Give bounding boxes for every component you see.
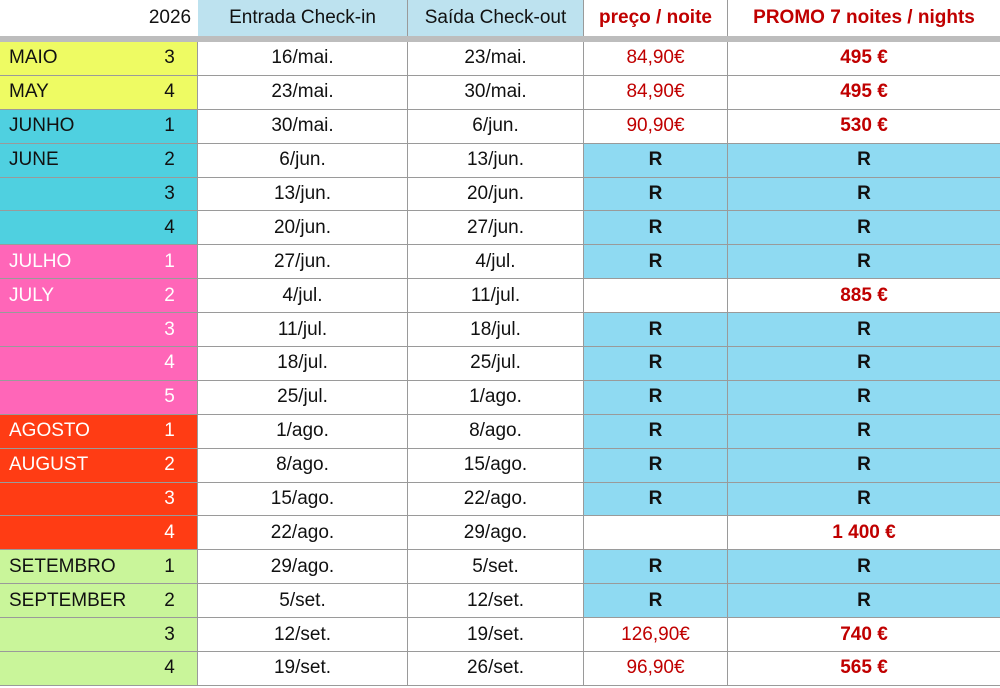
month-cell[interactable] (0, 652, 142, 686)
price-cell[interactable]: R (584, 144, 728, 178)
week-cell[interactable]: 3 (142, 483, 198, 517)
price-cell[interactable] (584, 279, 728, 313)
month-cell[interactable] (0, 618, 142, 652)
checkin-cell[interactable]: 20/jun. (198, 211, 408, 245)
table-row (0, 178, 1000, 212)
table-row (0, 313, 1000, 347)
promo-cell[interactable]: 885 € (728, 279, 1000, 313)
checkout-cell[interactable]: 30/mai. (408, 76, 584, 110)
checkin-cell[interactable]: 18/jul. (198, 347, 408, 381)
month-cell[interactable] (0, 483, 142, 517)
week-cell[interactable]: 2 (142, 144, 198, 178)
checkout-cell[interactable]: 23/mai. (408, 42, 584, 76)
checkout-cell[interactable]: 18/jul. (408, 313, 584, 347)
checkin-cell[interactable]: 1/ago. (198, 415, 408, 449)
promo-cell[interactable]: R (728, 550, 1000, 584)
header-year[interactable]: 2026 (148, 7, 192, 28)
promo-cell[interactable]: 565 € (728, 652, 1000, 686)
checkin-cell[interactable]: 5/set. (198, 584, 408, 618)
checkin-cell[interactable]: 27/jun. (198, 245, 408, 279)
table-row (0, 449, 1000, 483)
checkin-cell[interactable]: 16/mai. (198, 42, 408, 76)
month-cell[interactable] (0, 381, 142, 415)
header-promo[interactable]: PROMO 7 noites / nights (753, 7, 975, 28)
checkin-cell[interactable]: 6/jun. (198, 144, 408, 178)
price-cell[interactable]: R (584, 483, 728, 517)
week-cell[interactable]: 3 (142, 618, 198, 652)
promo-cell[interactable]: R (728, 178, 1000, 212)
price-cell[interactable]: 84,90€ (584, 76, 728, 110)
checkout-cell[interactable]: 27/jun. (408, 211, 584, 245)
promo-cell[interactable]: 495 € (728, 42, 1000, 76)
table-row (0, 76, 1000, 110)
checkin-cell[interactable]: 13/jun. (198, 178, 408, 212)
promo-cell[interactable]: R (728, 381, 1000, 415)
promo-cell[interactable]: R (728, 483, 1000, 517)
promo-cell[interactable]: R (728, 449, 1000, 483)
checkin-cell[interactable]: 19/set. (198, 652, 408, 686)
week-cell[interactable]: 4 (142, 211, 198, 245)
table-row (0, 516, 1000, 550)
price-cell[interactable] (584, 516, 728, 550)
checkout-cell[interactable]: 13/jun. (408, 144, 584, 178)
price-cell[interactable]: R (584, 415, 728, 449)
promo-cell[interactable]: 1 400 € (728, 516, 1000, 550)
month-cell[interactable]: SETEMBRO (0, 550, 142, 584)
month-cell[interactable]: JUNHO (0, 110, 142, 144)
week-cell[interactable]: 1 (142, 245, 198, 279)
table-row (0, 584, 1000, 618)
checkin-cell[interactable]: 11/jul. (198, 313, 408, 347)
table-row (0, 415, 1000, 449)
promo-cell[interactable]: R (728, 584, 1000, 618)
month-cell[interactable] (0, 347, 142, 381)
promo-cell[interactable]: 530 € (728, 110, 1000, 144)
month-cell[interactable]: SEPTEMBER (0, 584, 142, 618)
table-row (0, 618, 1000, 652)
checkout-cell[interactable]: 15/ago. (408, 449, 584, 483)
header-price[interactable]: preço / noite (584, 0, 728, 36)
week-cell[interactable]: 4 (142, 516, 198, 550)
month-cell[interactable]: MAIO (0, 42, 142, 76)
month-cell[interactable] (0, 516, 142, 550)
week-cell[interactable]: 3 (142, 313, 198, 347)
week-cell[interactable]: 2 (142, 449, 198, 483)
price-cell[interactable]: R (584, 381, 728, 415)
week-cell[interactable]: 4 (142, 347, 198, 381)
month-cell[interactable]: JULHO (0, 245, 142, 279)
checkout-cell[interactable]: 19/set. (408, 618, 584, 652)
checkin-cell[interactable]: 12/set. (198, 618, 408, 652)
price-cell[interactable]: R (584, 178, 728, 212)
price-cell[interactable]: 84,90€ (584, 42, 728, 76)
header-checkin[interactable]: Entrada Check-in (198, 0, 408, 36)
table-row (0, 347, 1000, 381)
week-cell[interactable]: 1 (142, 550, 198, 584)
promo-cell[interactable]: R (728, 144, 1000, 178)
week-cell[interactable]: 3 (142, 42, 198, 76)
header-month-cell[interactable] (0, 0, 142, 36)
promo-cell[interactable]: R (728, 211, 1000, 245)
checkout-cell[interactable]: 20/jun. (408, 178, 584, 212)
checkin-cell[interactable]: 30/mai. (198, 110, 408, 144)
checkout-cell[interactable]: 8/ago. (408, 415, 584, 449)
table-row (0, 144, 1000, 178)
checkout-cell[interactable]: 12/set. (408, 584, 584, 618)
table-row (0, 42, 1000, 76)
header-row (0, 0, 1000, 36)
promo-cell[interactable]: R (728, 415, 1000, 449)
week-cell[interactable]: 4 (142, 76, 198, 110)
checkin-cell[interactable]: 22/ago. (198, 516, 408, 550)
checkin-cell[interactable]: 23/mai. (198, 76, 408, 110)
checkin-cell[interactable]: 15/ago. (198, 483, 408, 517)
price-cell[interactable]: 96,90€ (584, 652, 728, 686)
week-cell[interactable]: 2 (142, 584, 198, 618)
price-cell[interactable]: R (584, 245, 728, 279)
price-cell[interactable]: R (584, 313, 728, 347)
month-cell[interactable]: MAY (0, 76, 142, 110)
promo-cell[interactable]: R (728, 347, 1000, 381)
price-cell[interactable]: R (584, 347, 728, 381)
price-cell[interactable]: R (584, 449, 728, 483)
price-cell[interactable]: R (584, 584, 728, 618)
checkout-cell[interactable]: 25/jul. (408, 347, 584, 381)
checkout-cell[interactable]: 1/ago. (408, 381, 584, 415)
promo-cell[interactable]: R (728, 245, 1000, 279)
promo-cell[interactable]: 740 € (728, 618, 1000, 652)
table-row (0, 381, 1000, 415)
table-row (0, 245, 1000, 279)
month-cell[interactable]: AUGUST (0, 449, 142, 483)
table-body (0, 42, 1000, 686)
checkout-cell[interactable]: 26/set. (408, 652, 584, 686)
month-cell[interactable]: JULY (0, 279, 142, 313)
table-row (0, 483, 1000, 517)
week-cell[interactable]: 2 (142, 279, 198, 313)
week-cell[interactable]: 1 (142, 415, 198, 449)
month-cell[interactable] (0, 178, 142, 212)
checkin-cell[interactable]: 8/ago. (198, 449, 408, 483)
checkout-cell[interactable]: 29/ago. (408, 516, 584, 550)
week-cell[interactable]: 3 (142, 178, 198, 212)
month-cell[interactable]: JUNE (0, 144, 142, 178)
checkin-cell[interactable]: 4/jul. (198, 279, 408, 313)
table-row (0, 110, 1000, 144)
table-row (0, 652, 1000, 686)
checkin-cell[interactable]: 29/ago. (198, 550, 408, 584)
checkin-cell[interactable]: 25/jul. (198, 381, 408, 415)
checkout-cell[interactable]: 6/jun. (408, 110, 584, 144)
price-cell[interactable]: R (584, 550, 728, 584)
header-checkout[interactable]: Saída Check-out (408, 0, 584, 36)
checkout-cell[interactable]: 22/ago. (408, 483, 584, 517)
table-row (0, 211, 1000, 245)
week-cell[interactable]: 1 (142, 110, 198, 144)
checkout-cell[interactable]: 11/jul. (408, 279, 584, 313)
month-cell[interactable]: AGOSTO (0, 415, 142, 449)
month-cell[interactable] (0, 313, 142, 347)
week-cell[interactable]: 5 (142, 381, 198, 415)
table-row (0, 279, 1000, 313)
table-row (0, 550, 1000, 584)
month-cell[interactable] (0, 211, 142, 245)
price-cell[interactable]: 126,90€ (584, 618, 728, 652)
checkout-cell[interactable]: 4/jul. (408, 245, 584, 279)
checkout-cell[interactable]: 5/set. (408, 550, 584, 584)
promo-cell[interactable]: 495 € (728, 76, 1000, 110)
week-cell[interactable]: 4 (142, 652, 198, 686)
promo-cell[interactable]: R (728, 313, 1000, 347)
price-cell[interactable]: 90,90€ (584, 110, 728, 144)
price-cell[interactable]: R (584, 211, 728, 245)
